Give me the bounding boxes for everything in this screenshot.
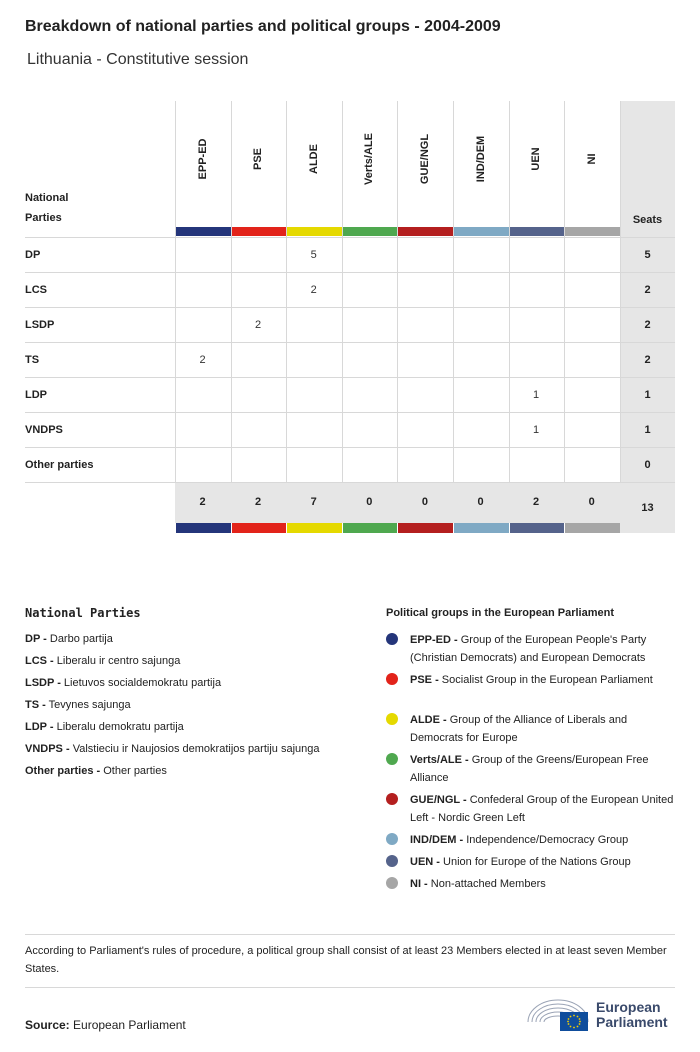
political-group-abbr: GUE/NGL - <box>410 794 467 806</box>
column-divider <box>286 101 287 483</box>
political-group-name: Group of the Alliance of Liberals and Democrats for Europe <box>410 714 628 744</box>
group-color-bar-bottom <box>287 523 342 533</box>
table-row <box>25 272 675 307</box>
source-label: Source: <box>25 1018 70 1032</box>
political-group-abbr: ALDE - <box>410 714 447 726</box>
group-header-vertsale <box>342 101 397 227</box>
group-color-dot-icon <box>386 877 398 889</box>
group-header-guengl <box>397 101 452 227</box>
group-header-ni <box>564 101 619 227</box>
table-row <box>25 377 675 412</box>
group-color-bar-bottom <box>565 523 620 533</box>
political-group-text <box>410 853 676 871</box>
national-party-name: Liberalu demokratu partija <box>56 721 184 733</box>
group-header-uen <box>509 101 564 227</box>
group-color-bar-bottom <box>510 523 565 533</box>
seat-count-cell: 1 <box>533 389 540 401</box>
logo-line-2: Parliament <box>596 1014 668 1030</box>
group-color-bar <box>510 227 565 236</box>
political-group-abbr: NI - <box>410 878 428 890</box>
chart-title: Breakdown of national parties and political groups - 2004-2009 <box>25 18 501 35</box>
table-row <box>25 307 675 342</box>
national-party-name: Liberalu ir centro sajunga <box>56 655 181 667</box>
group-color-bar-bottom <box>343 523 398 533</box>
national-party-abbr: LSDP - <box>25 677 61 689</box>
political-group-name: Socialist Group in the European Parliament <box>441 674 653 686</box>
political-group-name: Group of the Greens/European Free Alliance <box>410 754 649 784</box>
group-header-pse <box>231 101 286 227</box>
political-group-text <box>410 711 676 747</box>
group-color-dot-icon <box>386 833 398 845</box>
table-header <box>25 101 675 237</box>
political-groups-heading: Political groups in the European Parliament <box>386 607 614 619</box>
group-color-bar-bottom <box>398 523 453 533</box>
national-party-name: Other parties <box>103 765 167 777</box>
group-header-label: UEN <box>530 147 543 171</box>
political-group-text <box>410 831 676 849</box>
political-group-name: Independence/Democracy Group <box>466 834 629 846</box>
group-color-dot-icon <box>386 633 398 645</box>
note-divider-bottom <box>25 987 675 988</box>
party-name: Other parties <box>25 459 94 471</box>
national-party-abbr: LDP - <box>25 721 54 733</box>
group-total-value: 0 <box>421 496 428 508</box>
group-color-bar <box>176 227 231 236</box>
group-color-bar <box>398 227 453 236</box>
group-header-label: PSE <box>252 147 265 171</box>
group-color-dot-icon <box>386 713 398 725</box>
group-header-label: GUE/NGL <box>418 133 431 185</box>
table-row <box>25 237 675 272</box>
national-party-legend-item <box>25 765 167 777</box>
party-name: TS <box>25 354 40 366</box>
party-seats-total: 1 <box>644 389 651 401</box>
political-group-text <box>410 751 676 787</box>
column-divider <box>564 101 565 483</box>
national-party-abbr: LCS - <box>25 655 54 667</box>
group-total-value: 7 <box>310 496 317 508</box>
national-party-legend-item <box>25 655 180 667</box>
political-group-text <box>410 791 676 827</box>
group-color-bar-bottom <box>176 523 231 533</box>
group-color-bar-bottom <box>454 523 509 533</box>
party-name: LDP <box>25 389 47 401</box>
group-color-bar <box>454 227 509 236</box>
national-party-abbr: DP - <box>25 633 47 645</box>
column-divider <box>231 101 232 483</box>
logo-line-1: European <box>596 999 661 1015</box>
seats-column-label: Seats <box>632 214 663 226</box>
table-row <box>25 342 675 377</box>
group-header-label: IND/DEM <box>474 135 487 183</box>
national-party-legend-item <box>25 699 131 711</box>
group-total-value: 2 <box>199 496 206 508</box>
group-total-value: 2 <box>255 496 262 508</box>
chart-subtitle: Lithuania - Constitutive session <box>27 51 249 68</box>
source-line <box>25 1018 186 1032</box>
party-seats-total: 5 <box>644 249 651 261</box>
note-divider-top <box>25 934 675 935</box>
group-color-dot-icon <box>386 855 398 867</box>
political-group-abbr: IND/DEM - <box>410 834 464 846</box>
group-total-value: 0 <box>366 496 373 508</box>
group-color-bar-bottom <box>232 523 287 533</box>
group-header-label: Verts/ALE <box>363 133 376 185</box>
national-party-abbr: VNDPS - <box>25 743 70 755</box>
group-header-label: EPP-ED <box>196 138 209 180</box>
group-color-bar <box>287 227 342 236</box>
political-group-text <box>410 875 676 893</box>
column-divider <box>175 101 176 483</box>
political-group-text <box>410 671 676 689</box>
national-party-legend-item <box>25 743 320 755</box>
political-group-abbr: Verts/ALE - <box>410 754 469 766</box>
table-row <box>25 447 675 482</box>
group-header-epped <box>175 101 230 227</box>
party-name: VNDPS <box>25 424 63 436</box>
national-party-name: Darbo partija <box>49 633 113 645</box>
national-party-name: Lietuvos socialdemokratu partija <box>63 677 222 689</box>
group-header-inddem <box>453 101 508 227</box>
group-header-label: ALDE <box>307 144 320 174</box>
party-seats-total: 2 <box>644 319 651 331</box>
group-color-bar <box>343 227 398 236</box>
group-color-dot-icon <box>386 753 398 765</box>
national-parties-column-label <box>25 188 68 228</box>
political-group-abbr: UEN - <box>410 856 440 868</box>
national-party-abbr: Other parties - <box>25 765 101 777</box>
group-total-value: 0 <box>588 496 595 508</box>
european-parliament-logo <box>526 996 676 1036</box>
group-color-bar <box>565 227 620 236</box>
party-name: DP <box>25 249 41 261</box>
column-divider <box>453 101 454 483</box>
national-party-abbr: TS - <box>25 699 46 711</box>
national-party-legend-item <box>25 633 113 645</box>
party-seats-total: 2 <box>644 284 651 296</box>
seat-count-cell: 5 <box>310 249 317 261</box>
seat-count-cell: 2 <box>199 354 206 366</box>
source-value: European Parliament <box>73 1018 186 1032</box>
national-party-name: Valstieciu ir Naujosios demokratijos partiju sajunga <box>72 743 320 755</box>
table-row <box>25 412 675 447</box>
column-divider <box>509 101 510 483</box>
rules-note: According to Parliament's rules of procedure, a political group shall consist of at least 23 Members elected in at least seven Member States. <box>25 945 667 975</box>
seat-count-cell: 2 <box>255 319 262 331</box>
political-group-text <box>410 631 676 667</box>
total-seats-value: 13 <box>620 483 675 533</box>
national-label-line-2: Parties <box>25 212 62 224</box>
column-divider <box>397 101 398 483</box>
parliament-emblem-icon <box>526 996 590 1034</box>
party-seats-total: 0 <box>644 459 651 471</box>
group-total-value: 2 <box>533 496 540 508</box>
group-color-dot-icon <box>386 673 398 685</box>
political-group-name: Non-attached Members <box>430 878 546 890</box>
political-group-name: Union for Europe of the Nations Group <box>443 856 631 868</box>
political-group-abbr: PSE - <box>410 674 439 686</box>
national-party-name: Tevynes sajunga <box>48 699 131 711</box>
national-label-line-1: National <box>25 192 69 204</box>
group-header-alde <box>286 101 341 227</box>
seat-count-cell: 2 <box>310 284 317 296</box>
political-group-name: Confederal Group of the European United Left - Nordic Green Left <box>410 794 674 824</box>
group-total-value: 0 <box>477 496 484 508</box>
group-color-bar <box>232 227 287 236</box>
political-group-name: Group of the European People's Party (Christian Democrats) and European Democrats <box>410 634 647 664</box>
national-party-legend-item <box>25 721 184 733</box>
column-divider <box>342 101 343 483</box>
party-seats-total: 2 <box>644 354 651 366</box>
column-divider <box>620 101 621 483</box>
national-parties-heading: National Parties <box>25 606 141 620</box>
political-group-abbr: EPP-ED - <box>410 634 458 646</box>
party-name: LSDP <box>25 319 55 331</box>
national-party-legend-item <box>25 677 221 689</box>
seat-count-cell: 1 <box>533 424 540 436</box>
party-seats-total: 1 <box>644 424 651 436</box>
logo-wordmark <box>596 1000 668 1030</box>
group-color-dot-icon <box>386 793 398 805</box>
group-header-label: NI <box>585 153 598 165</box>
party-name: LCS <box>25 284 47 296</box>
